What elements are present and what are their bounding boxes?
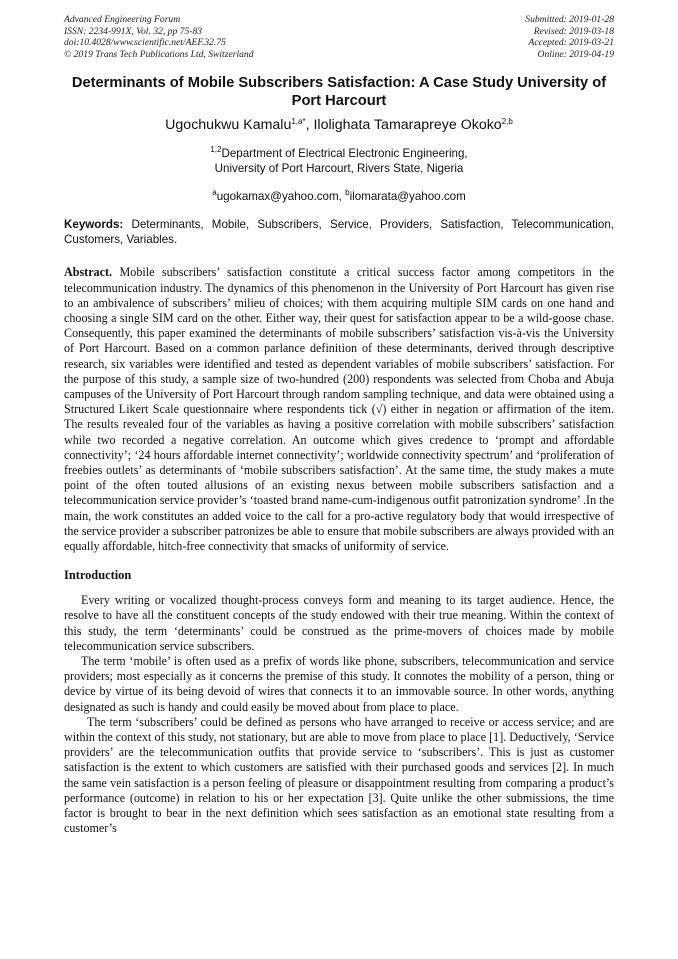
author-1-name: Ugochukwu Kamalu <box>165 117 292 134</box>
author-2-superscript: 2,b <box>501 117 513 127</box>
journal-issn: ISSN: 2234-991X, Vol. 32, pp 75-83 <box>64 25 203 37</box>
introduction-paragraph-3: The term ‘subscribers’ could be defined as persons who have arranged to receive or access service; and are within the context of this study, not stationary, but are able to move from place to place [1]. Deductively, ‘Service providers’ are the telecommunication outfits that provide service to ‘subscribers’. This is just as customer satisfaction is the extent to which customers are satisfied with their purchased goods and services [2]. In much the same vein satisfaction is a person feeling of pleasure or disappointment resulting from comparing a product’s performance (outcome) in relation to his or her expectation [3]. Quite unlike the other submissions, the time factor is brought to bear in the next definition which sees satisfaction as an emotional state resulting from a customer’s <box>64 714 614 836</box>
keywords-label: Keywords: <box>64 218 124 232</box>
journal-copyright: © 2019 Trans Tech Publications Ltd, Switzerland <box>64 48 254 60</box>
journal-info <box>64 14 254 60</box>
abstract <box>64 265 614 554</box>
date-online: Online: 2019-04-19 <box>537 48 614 60</box>
affiliation-line-2: University of Port Harcourt, Rivers State, Nigeria <box>214 162 464 176</box>
publication-dates <box>525 14 614 60</box>
journal-header <box>64 14 614 60</box>
date-submitted: Submitted: 2019-01-28 <box>525 14 614 25</box>
email-b[interactable]: ilomarata@yahoo.com <box>349 190 466 204</box>
introduction-paragraph-1: Every writing or vocalized thought-process conveys form and meaning to its target audience. Hence, the resolve to have all the constituent concepts of the study endowed with their true meaning. Within the context of this study, the term ‘determinants’ could be construed as the prime-movers of choices made by mobile telecommunication service subscribers. <box>64 593 614 653</box>
keywords <box>64 218 614 247</box>
author-2-name: Ilolighata Tamarapreye Okoko <box>313 117 502 134</box>
author-1-superscript: 1,a* <box>291 117 306 127</box>
introduction-paragraph-2: The term ‘mobile’ is often used as a prefix of words like phone, subscribers, telecommunication and service providers; most especially as it concerns the premise of this study. It connotes the mobility of a person, thing or device by virtue of its being devoid of wires that connects it to an immovable source. In other words, anything designated as such is handy and could easily be moved about from place to place. <box>64 654 614 714</box>
date-accepted: Accepted: 2019-03-21 <box>528 37 614 49</box>
introduction-heading: Introduction <box>64 568 132 583</box>
paper-title: Determinants of Mobile Subscribers Satisfaction: A Case Study University of Port Harcourt <box>71 75 607 110</box>
abstract-text: Mobile subscribers’ satisfaction constitute a critical success factor among competitors in the telecommunication industry. The dynamics of this phenomenon in the University of Port Harcourt has given rise to an ambivalence of subscribers’ milieu of choices; with them acquiring multiple SIM cards on one hand and choosing a single SIM card on the other. Either way, their quest for satisfaction appear to be a wild-goose chase. Consequently, this paper examined the determinants of mobile subscribers’ satisfaction vis-à-vis the University of Port Harcourt. Based on a common parlance definition of these determinants, derived through descriptive research, six variables were identified and tested as dependent variables of mobile subscribers’ satisfaction. For the purpose of this study, a sample size of two-hundred (200) respondents was selected from Choba and Abuja campuses of the University of Port Harcourt through random sampling technique, and data were obtained using a Structured Likert Scale questionnaire where respondents tick (√) either in negation or affirmation of the item. The results revealed four of the variables as having a positive correlation with mobile subscribers’ satisfaction while two recorded a negative correlation. An outcome which gives credence to ‘prompt and affordable connectivity’; ‘24 hours affordable internet connectivity’; worldwide connectivity spectrum’ and ‘proliferation of freebies outlets’ as determinants of ‘mobile subscribers satisfaction’. At the same time, the study makes a mute point of the often touted allusions of an existing nexus between mobile subscribers satisfaction and a telecommunication service provider’s ‘toasted brand name-cum-indigenous outfit patronization syndrome’ .In the main, the work constitutes an added voice to the call for a pro-active regulatory body that would irrespective of the service provider a subscriber patronizes be able to ensure that mobile subscribers are always provided with an equally affordable, hitch-free connectivity that smacks of uniformity of service. <box>64 265 614 554</box>
journal-name: Advanced Engineering Forum <box>64 14 181 25</box>
email-b-superscript: b <box>345 188 350 198</box>
email-a[interactable]: ugokamax@yahoo.com <box>216 190 339 204</box>
email-separator: , <box>338 190 346 204</box>
abstract-label: Abstract. <box>64 265 113 280</box>
keywords-text: Determinants, Mobile, Subscribers, Service, Providers, Satisfaction, Telecommunication, Customers, Variables. <box>64 218 614 246</box>
author-line <box>64 113 614 134</box>
author-separator: , <box>305 117 314 134</box>
affiliation-superscript: 1,2 <box>210 145 222 155</box>
journal-doi: doi:10.4028/www.scientific.net/AEF.32.75 <box>64 37 226 49</box>
email-a-superscript: a <box>212 188 217 198</box>
affiliation-line-1: Department of Electrical Electronic Engineering, <box>221 147 468 161</box>
author-emails <box>64 185 614 204</box>
date-revised: Revised: 2019-03-18 <box>533 25 614 37</box>
affiliation <box>64 142 614 176</box>
paper-page <box>64 14 614 836</box>
